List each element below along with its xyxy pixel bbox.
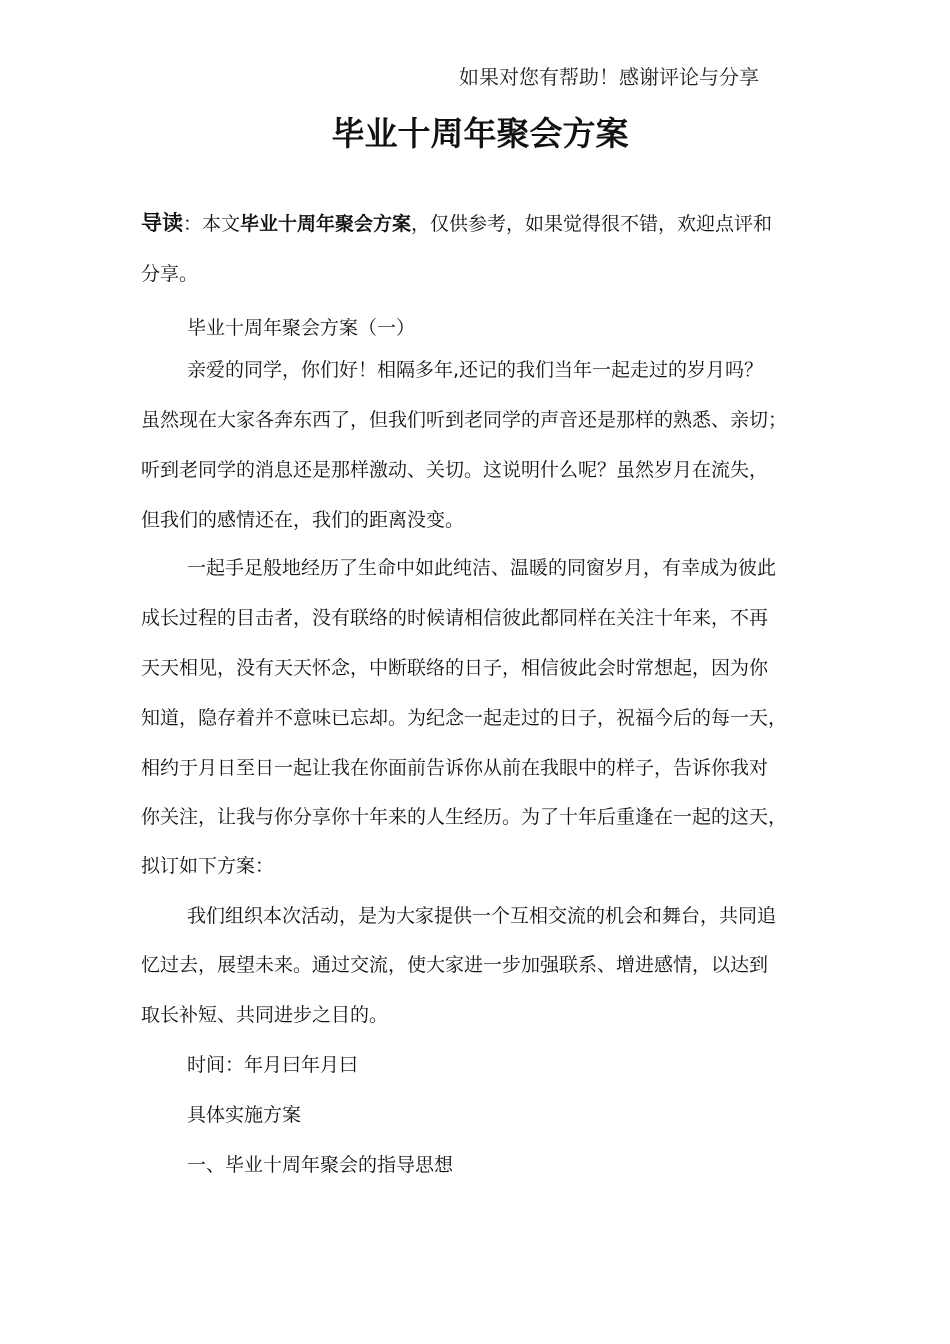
paragraph-3-line: 我们组织本次活动，是为大家提供一个互相交流的机会和舞台，共同追	[187, 905, 777, 927]
intro-bold-title: 毕业十周年聚会方案	[240, 213, 412, 235]
paragraph-2-line: 你关注，让我与你分享你十年来的人生经历。为了十年后重逢在一起的这天，	[141, 806, 788, 828]
paragraph-1-line: 但我们的感情还在，我们的距离没变。	[141, 509, 465, 531]
intro-colon: ：	[183, 213, 203, 235]
paragraph-1-line: 虽然现在大家各奔东西了，但我们听到老同学的声音还是那样的熟悉、亲切；	[141, 409, 788, 431]
section-one-heading: 一、毕业十周年聚会的指导思想	[187, 1154, 454, 1176]
intro-label: 导读	[141, 211, 183, 235]
paragraph-1-line: 听到老同学的消息还是那样激动、关切。这说明什么呢？虽然岁月在流失，	[141, 459, 769, 481]
paragraph-2-line: 知道，隐存着并不意味已忘却。为纪念一起走过的日子，祝福今后的每一天，	[141, 707, 788, 729]
intro-prefix: 本文	[202, 213, 241, 235]
paragraph-2-line: 相约于月日至日一起让我在你面前告诉你从前在我眼中的样子，告诉你我对	[141, 757, 769, 779]
paragraph-3-line: 取长补短、共同进步之目的。	[141, 1004, 389, 1026]
intro-line-1	[141, 209, 772, 238]
document-title: 毕业十周年聚会方案	[331, 114, 629, 153]
intro-line-2: 分享。	[141, 263, 199, 285]
section-title: 毕业十周年聚会方案（一）	[187, 317, 416, 339]
paragraph-2-line: 成长过程的目击者，没有联络的时候请相信彼此都同样在关注十年来，不再	[141, 607, 769, 629]
header-note: 如果对您有帮助！感谢评论与分享	[459, 65, 759, 89]
paragraph-3-line: 忆过去，展望未来。通过交流，使大家进一步加强联系、增进感情，以达到	[141, 954, 769, 976]
paragraph-2-line: 一起手足般地经历了生命中如此纯洁、温暖的同窗岁月，有幸成为彼此	[187, 557, 777, 579]
paragraph-1-line: 亲爱的同学，你们好！相隔多年,还记的我们当年一起走过的岁月吗？	[187, 359, 764, 381]
intro-rest: ，仅供参考，如果觉得很不错，欢迎点评和	[411, 213, 773, 235]
plan-heading: 具体实施方案	[187, 1104, 302, 1126]
paragraph-2-line: 拟订如下方案：	[141, 855, 275, 877]
paragraph-2-line: 天天相见，没有天天怀念，中断联络的日子，相信彼此会时常想起，因为你	[141, 657, 769, 679]
time-line: 时间：年月曰年月曰	[187, 1054, 359, 1076]
